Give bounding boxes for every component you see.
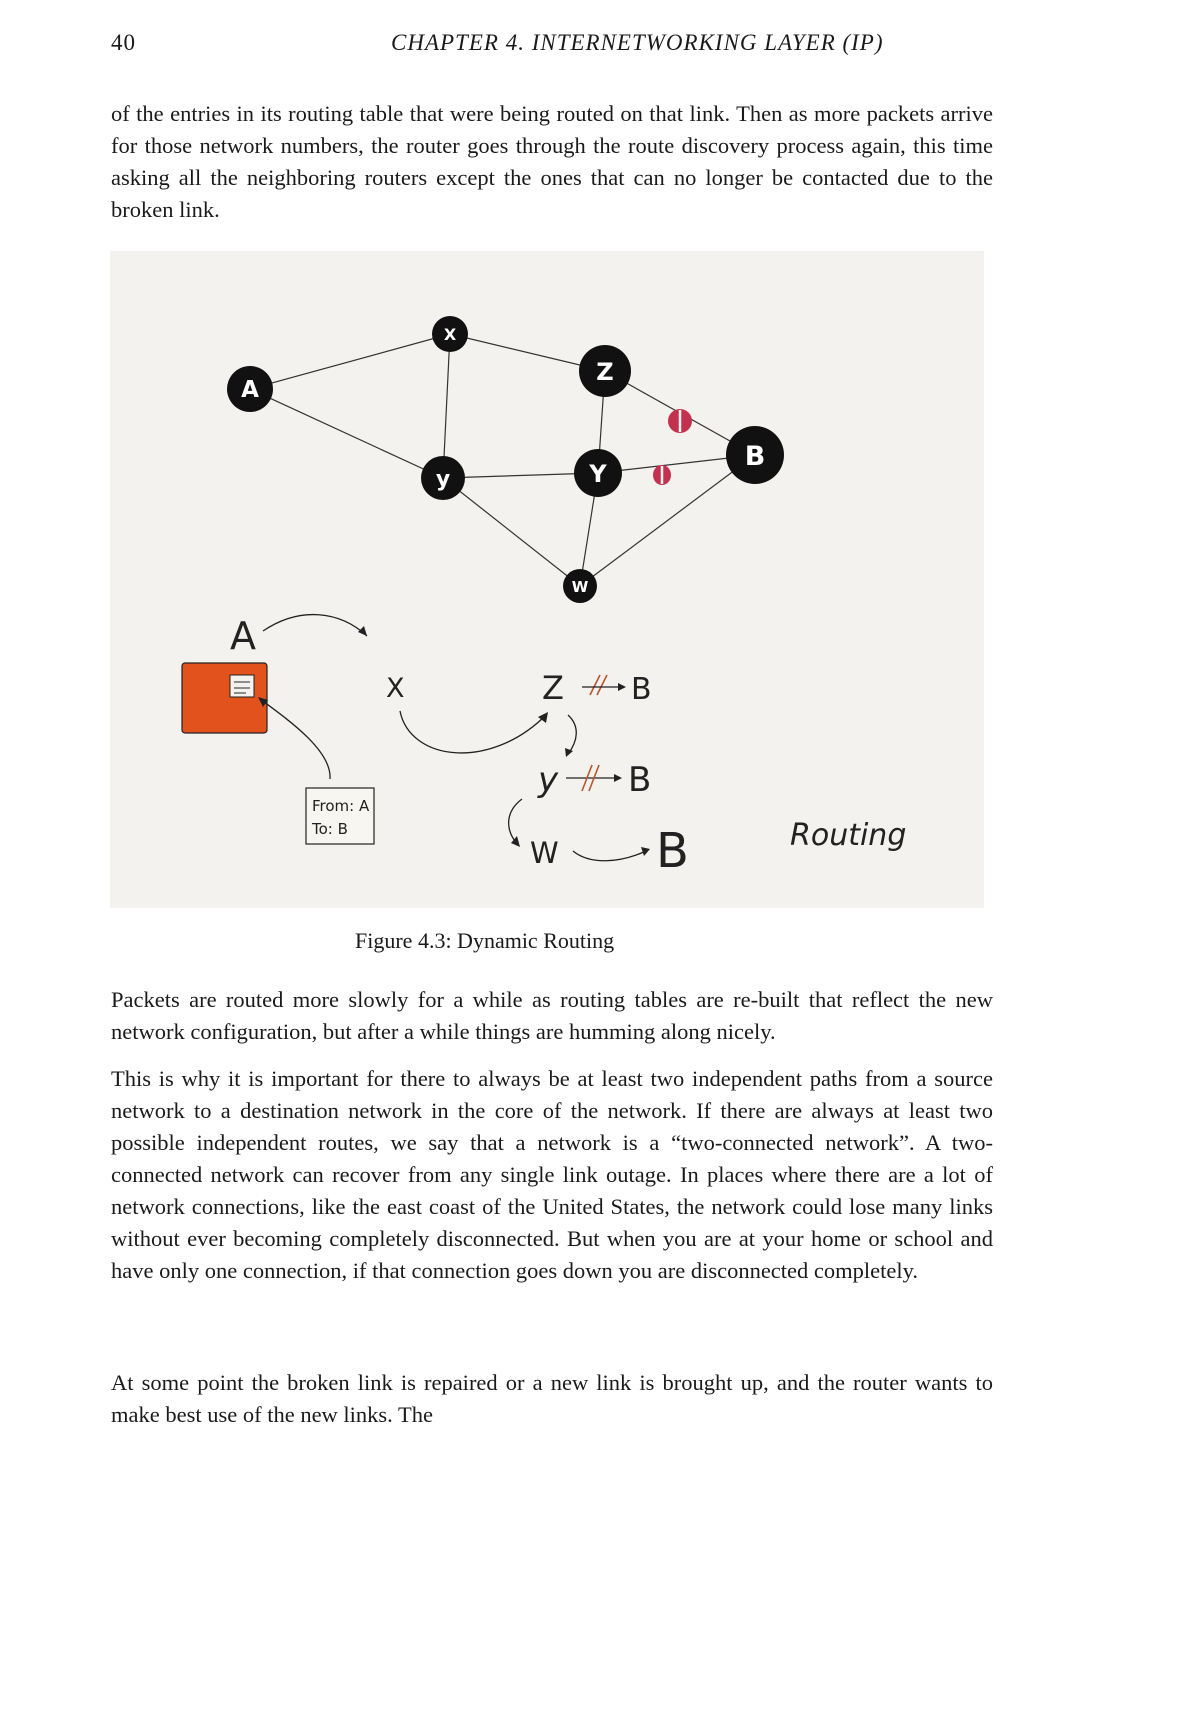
dest-b-label-3: B [656,823,689,879]
node-x [432,316,468,352]
arrow-packet-to-router [260,699,330,779]
node-w-label: W [571,578,589,596]
node-z-label: Z [596,358,614,386]
link-y-w [443,478,580,586]
node-b-label: B [744,441,766,472]
arrow-a-to-x [263,615,367,636]
packet-note-from: From: A [312,797,370,815]
node-y-large [574,449,622,497]
figure-dynamic-routing [110,251,984,908]
routing-table-icon [230,675,254,697]
figure-caption: Figure 4.3: Dynamic Routing [355,928,615,953]
paragraph-route-discovery: of the entries in its routing table that were being routed on that link. Then as more packets arrive for those network numbers, the router goes through the route discovery process again, this time asking all the neighboring routers except the ones that can no longer be contacted due to the broken link. [111,101,993,222]
node-x-label: X [443,325,457,344]
packet-note-to: To: B [312,820,348,838]
arrow-z-to-y [568,715,576,754]
chapter-title: CHAPTER 4. INTERNETWORKING LAYER (IP) [391,30,884,55]
node-a-label: A [241,377,259,403]
page-number: 40 [111,30,136,55]
node-b [726,426,784,484]
hop-z-label: Z [542,669,564,707]
node-z [579,345,631,397]
hop-x-label: X [386,673,405,704]
paragraph-two-connected: This is why it is important for there to always be at least two independent paths from a source network to a destination network in the core of the network. If there are always at least two possible independent routes, we say that a network is a “two-connected network”. A two-connected network can recover from any single link outage. In places where there are a lot of network connections, like the east coast of the United States, the network could lose many links without ever becoming completely disconnected. But when you are at your home or school and have only one connection, if that connection goes down you are disconnected completely. [111,1066,993,1283]
paragraph-link-repaired: At some point the broken link is repaired or a new link is brought up, and the router wants to make best use of the new links. The [111,1370,993,1427]
link-a-x [250,334,450,389]
node-y-small [421,456,465,500]
network-nodes [227,316,784,603]
node-a [227,366,273,412]
hop-w-label: W [530,836,559,870]
node-y-large-label: Y [589,460,607,488]
routing-diagram [110,251,984,908]
link-a-y [250,389,443,478]
arrow-w-to-b [573,851,646,861]
dest-b-label-2: B [628,760,652,800]
router-a-box [182,663,267,733]
running-head [111,30,991,62]
routing-sequence [182,614,906,879]
arrow-x-to-z [400,711,546,753]
hop-y-label: y [538,760,559,800]
broken-link-symbol-z [590,675,607,695]
dest-b-label-1: B [631,672,652,707]
router-a-label: A [230,614,256,658]
node-y-small-label: y [435,467,451,492]
routing-side-label: Routing [790,818,907,853]
network-links [250,334,755,586]
node-w [563,569,597,603]
paragraph-rebuild-tables: Packets are routed more slowly for a while as routing tables are re-built that reflect the new network configuration, but after a while things are humming along nicely. [111,987,993,1044]
broken-link-markers [653,409,692,485]
